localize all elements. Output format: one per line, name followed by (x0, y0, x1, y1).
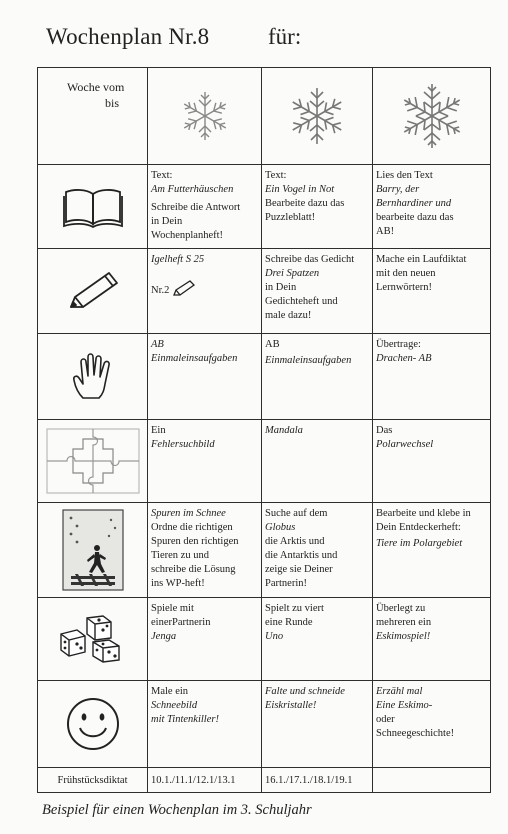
smiley-icon (64, 695, 122, 753)
task-cell: Übertrage: Drachen- AB (373, 334, 491, 420)
table-row (38, 420, 491, 503)
week-from-label: Woche vom (67, 80, 125, 94)
task-cell: Überlegt zu mehreren ein Eskimospiel! (373, 598, 491, 681)
task-cell: Spielt zu viert eine Runde Uno (262, 598, 373, 681)
task-cell: Text: Am Futterhäuschen Schreibe die Antwort in Dein Wochenplanheft! (148, 165, 262, 249)
task-cell: AB Einmaleinsaufgaben (148, 334, 262, 420)
week-to-label: bis (105, 96, 120, 110)
task-cell: Igelheft S 25 Nr.2 (148, 249, 262, 334)
dice-icon-cell (38, 598, 148, 681)
task-cell: Spuren im Schnee Ordne die richtigen Spuren den richtigen Tieren zu und schreibe die Lösung ins WP-heft! (148, 503, 262, 598)
date-cell (373, 768, 491, 793)
snowflake-icon (175, 86, 235, 146)
table-row (38, 503, 491, 598)
table-row (38, 165, 491, 249)
task-cell: Bearbeite und klebe in Dein Entdeckerheft: Tiere im Polargebiet (373, 503, 491, 598)
puzzle-icon-cell (38, 420, 148, 503)
snowflake-cell-3 (373, 68, 491, 165)
week-label-cell (38, 68, 148, 165)
weekly-plan-table (37, 67, 491, 793)
table-row (38, 249, 491, 334)
hand-icon (71, 352, 115, 402)
puzzle-icon (45, 427, 141, 495)
book-icon-cell (38, 165, 148, 249)
task-cell: Das Polarwechsel (373, 420, 491, 503)
task-cell: Spiele mit einerPartnerin Jenga (148, 598, 262, 681)
snowflake-icon (284, 83, 350, 149)
page-title: Wochenplan Nr.8 (46, 24, 210, 49)
snowflake-icon (396, 80, 468, 152)
snowflake-cell-2 (262, 68, 373, 165)
table-row (38, 334, 491, 420)
task-cell: Falte und schneide Eiskristalle! (262, 681, 373, 768)
pencil-icon-cell (38, 249, 148, 334)
date-cell: 10.1./11.1/12.1/13.1 (148, 768, 262, 793)
pencil-icon (65, 269, 121, 313)
dice-icon (57, 614, 129, 664)
task-cell: Male ein Schneebild mit Tintenkiller! (148, 681, 262, 768)
task-cell: Schreibe das Gedicht Drei Spatzen in Dein Gedichteheft und male dazu! (262, 249, 373, 334)
snow-tracks-icon-cell (38, 503, 148, 598)
book-icon (62, 186, 124, 228)
for-label: für: (268, 24, 302, 49)
table-row (38, 598, 491, 681)
dictation-label: Frühstücksdiktat (38, 768, 148, 793)
task-cell: Text: Ein Vogel in Not Bearbeite dazu das Puzzleblatt! (262, 165, 373, 249)
smiley-icon-cell (38, 681, 148, 768)
task-cell: Suche auf dem Globus die Arktis und die Antarktis und zeige sie Deiner Partnerin! (262, 503, 373, 598)
table-row (38, 768, 491, 793)
hand-icon-cell (38, 334, 148, 420)
header-row (38, 68, 491, 165)
task-cell: AB Einmaleinsaufgaben (262, 334, 373, 420)
task-cell: Mache ein Laufdiktat mit den neuen Lernwörtern! (373, 249, 491, 334)
table-row (38, 681, 491, 768)
pencil-small-icon (172, 279, 196, 297)
task-cell: Lies den Text Barry, der Bernhardiner und bearbeite dazu das AB! (373, 165, 491, 249)
task-cell: Erzähl mal Eine Eskimo- oder Schneegeschichte! (373, 681, 491, 768)
snowflake-cell-1 (148, 68, 262, 165)
task-cell: Ein Fehlersuchbild (148, 420, 262, 503)
task-cell: Mandala (262, 420, 373, 503)
caption: Beispiel für einen Wochenplan im 3. Schuljahr (42, 802, 312, 818)
snow-tracks-icon (61, 508, 125, 592)
date-cell: 16.1./17.1./18.1/19.1 (262, 768, 373, 793)
